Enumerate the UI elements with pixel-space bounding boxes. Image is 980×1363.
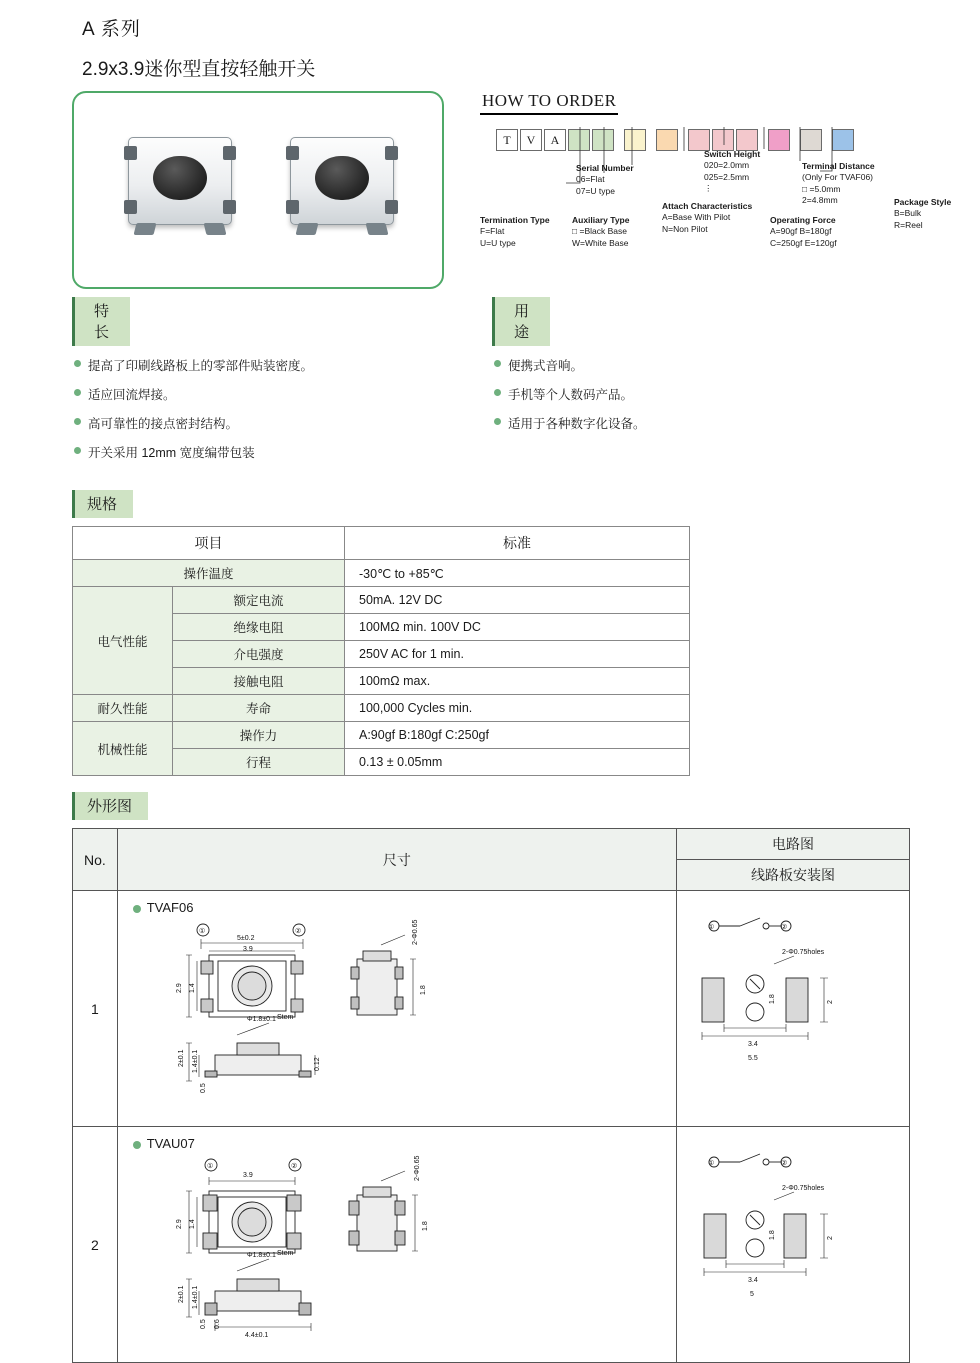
spec-group-mechanical: 机械性能 [73, 722, 173, 776]
outline-dim-cell-2 [117, 1127, 676, 1363]
code-cell-a: A [544, 129, 566, 151]
spec-table [72, 526, 690, 776]
product-photo [72, 91, 444, 289]
spec-tag: 规格 [72, 490, 133, 518]
pin-marker-2: ② [290, 1163, 297, 1170]
series-label: A 系列 [82, 19, 141, 40]
spec-group-electrical: 电气性能 [73, 587, 173, 695]
list-item: 适应回流焊接。 [72, 385, 492, 403]
dim-t3: 0.12 [313, 1057, 321, 1071]
outline-circuit-cell-2 [677, 1127, 910, 1363]
dim-stem-label: Stem [276, 1250, 294, 1257]
pin-marker-2: ② [294, 928, 301, 935]
spec-row-value: 100,000 Cycles min. [345, 695, 690, 722]
spec-row-label: 绝缘电阻 [173, 614, 345, 641]
circuit-pin-2: ② [781, 923, 788, 931]
spec-row-value: 250V AC for 1 min. [345, 641, 690, 668]
table-row [73, 695, 690, 722]
outline-table [72, 828, 910, 1363]
table-header-row [73, 527, 690, 560]
dim-width: 3.9 [242, 1172, 253, 1179]
spec-row-value: A:90gf B:180gf C:250gf [345, 722, 690, 749]
spec-row-value: 100mΩ max. [345, 668, 690, 695]
dim-stem-diameter: Φ1.8±0.1 [246, 1016, 276, 1023]
table-row [73, 891, 910, 1127]
uses-tag: 用途 [492, 297, 550, 346]
order-labels [480, 149, 960, 283]
pcb-holes: 2-Φ0.75holes [782, 1184, 825, 1192]
spec-row-value: -30℃ to +85℃ [345, 560, 690, 587]
top-section [0, 81, 980, 289]
features-list [72, 356, 492, 472]
bullet-icon [133, 905, 141, 913]
spec-row-label: 额定电流 [173, 587, 345, 614]
label-terminal-distance: Terminal Distance (Only For TVAF06) □ =5.0mm 2=4.8mm [802, 161, 875, 206]
outline-col-circuit: 电路图 [677, 829, 910, 860]
table-header-row [73, 829, 910, 860]
pcb-dim-b: 5.5 [748, 1054, 758, 1062]
pcb-holes: 2-Φ0.75holes [782, 948, 825, 956]
features-uses-tags [0, 297, 980, 346]
label-package-style: Package Style B=Bulk R=Reel [894, 197, 952, 230]
uses-list [492, 356, 912, 472]
page-header [0, 0, 980, 81]
code-cell-v: V [520, 129, 542, 151]
list-item: 开关采用 12mm 宽度编带包装 [72, 443, 492, 461]
dim-t2: 1.4±0.1 [191, 1049, 199, 1073]
dim-t4: 0.5 [199, 1083, 207, 1093]
pin-marker-1: ① [206, 1163, 213, 1170]
drawing-tvau07 [119, 1151, 675, 1347]
dim-height2: 1.4 [188, 983, 196, 993]
switch-image-flat [128, 137, 232, 225]
pcb-dim-c: 2 [827, 1235, 834, 1240]
features-tag: 特长 [72, 297, 130, 346]
pcb-dim-d: 1.8 [769, 993, 776, 1004]
circuit-and-pcb-tvau07 [678, 1136, 908, 1352]
dim-pin: 2-Φ0.65 [411, 919, 419, 945]
label-attach-characteristics: Attach Characteristics A=Base With Pilot N=Non Pilot [662, 201, 753, 234]
spec-row-value: 100MΩ min. 100V DC [345, 614, 690, 641]
dim-height: 2.9 [175, 1219, 183, 1229]
spec-col-item: 项目 [73, 527, 345, 560]
pcb-dim-a: 3.4 [748, 1276, 758, 1284]
outline-row-no: 2 [73, 1127, 118, 1363]
dim-t1: 2±0.1 [177, 1049, 185, 1067]
spec-row-value: 0.13 ± 0.05mm [345, 749, 690, 776]
drawing-tvaf06 [119, 915, 675, 1111]
spec-col-standard: 标准 [345, 527, 690, 560]
spec-row-label: 操作力 [173, 722, 345, 749]
table-row [73, 1127, 910, 1363]
outline-dim-cell-1 [117, 891, 676, 1127]
list-item: 便携式音响。 [492, 356, 912, 374]
dim-t3: 0.6 [213, 1319, 221, 1329]
pin-marker-1: ① [198, 928, 205, 935]
dim-height2: 1.4 [188, 1219, 196, 1229]
features-uses-body [0, 356, 980, 472]
table-row [73, 722, 690, 749]
outline-row-no: 1 [73, 891, 118, 1127]
spec-row-label: 操作温度 [73, 560, 345, 587]
pcb-dim-c: 2 [827, 999, 834, 1004]
outline-tag: 外形图 [72, 792, 148, 820]
pcb-dim-d: 1.8 [769, 1229, 776, 1240]
outline-col-pcb: 线路板安装图 [677, 860, 910, 891]
how-to-order-heading: HOW TO ORDER [480, 91, 618, 115]
dim-height: 2.9 [175, 983, 183, 993]
part-name-tvaf06: TVAF06 [119, 892, 675, 915]
label-auxiliary-type: Auxiliary Type □ =Black Base W=White Base [572, 215, 630, 248]
switch-actuator-icon [153, 156, 207, 200]
dim-width: 3.9 [242, 946, 253, 953]
dim-width-tolerance: 5±0.2 [236, 935, 255, 942]
spec-row-label: 接触电阻 [173, 668, 345, 695]
dim-stem-diameter: Φ1.8±0.1 [246, 1252, 276, 1259]
part-name-tvau07: TVAU07 [119, 1128, 675, 1151]
circuit-pin-2: ② [781, 1159, 788, 1167]
list-item: 提高了印刷线路板上的零部件贴装密度。 [72, 356, 492, 374]
how-to-order-block [480, 91, 960, 289]
spec-row-label: 行程 [173, 749, 345, 776]
spec-row-label: 介电强度 [173, 641, 345, 668]
dim-side-height: 1.8 [421, 1221, 429, 1231]
dim-pin: 2-Φ0.65 [413, 1155, 421, 1181]
label-operating-force: Operating Force A=90gf B=180gf C=250gf E=120gf [770, 215, 837, 248]
list-item: 高可靠性的接点密封结构。 [72, 414, 492, 432]
code-cell-t: T [496, 129, 518, 151]
dim-t5: 4.4±0.1 [244, 1332, 269, 1339]
bullet-icon [133, 1141, 141, 1149]
outline-circuit-cell-1 [677, 891, 910, 1127]
table-row [73, 587, 690, 614]
dim-t1: 2±0.1 [177, 1285, 185, 1303]
dim-side-height: 1.8 [419, 985, 427, 995]
label-serial-number: Serial Number 06=Flat 07=U type [576, 163, 634, 196]
page-title: 2.9x3.9迷你型直按轻触开关 [82, 59, 316, 80]
switch-actuator-icon [315, 156, 369, 200]
switch-image-utype [290, 137, 394, 225]
dim-t4: 0.5 [199, 1319, 207, 1329]
dim-stem-label: Stem [276, 1014, 294, 1021]
table-row [73, 560, 690, 587]
list-item: 适用于各种数字化设备。 [492, 414, 912, 432]
circuit-pin-1: ① [708, 1159, 715, 1167]
outline-col-no: No. [73, 829, 118, 891]
pcb-dim-b: 5 [750, 1290, 754, 1298]
outline-col-dimension: 尺寸 [117, 829, 676, 891]
label-termination-type: Termination Type F=Flat U=U type [480, 215, 550, 248]
spec-row-value: 50mA. 12V DC [345, 587, 690, 614]
spec-row-label: 寿命 [173, 695, 345, 722]
pcb-dim-a: 3.4 [748, 1040, 758, 1048]
list-item: 手机等个人数码产品。 [492, 385, 912, 403]
spec-group-durability: 耐久性能 [73, 695, 173, 722]
label-switch-height: Switch Height 020=2.0mm 025=2.5mm ⋮ [704, 149, 761, 194]
circuit-and-pcb-tvaf06 [678, 900, 908, 1116]
circuit-pin-1: ① [708, 923, 715, 931]
dim-t2: 1.4±0.1 [191, 1285, 199, 1309]
